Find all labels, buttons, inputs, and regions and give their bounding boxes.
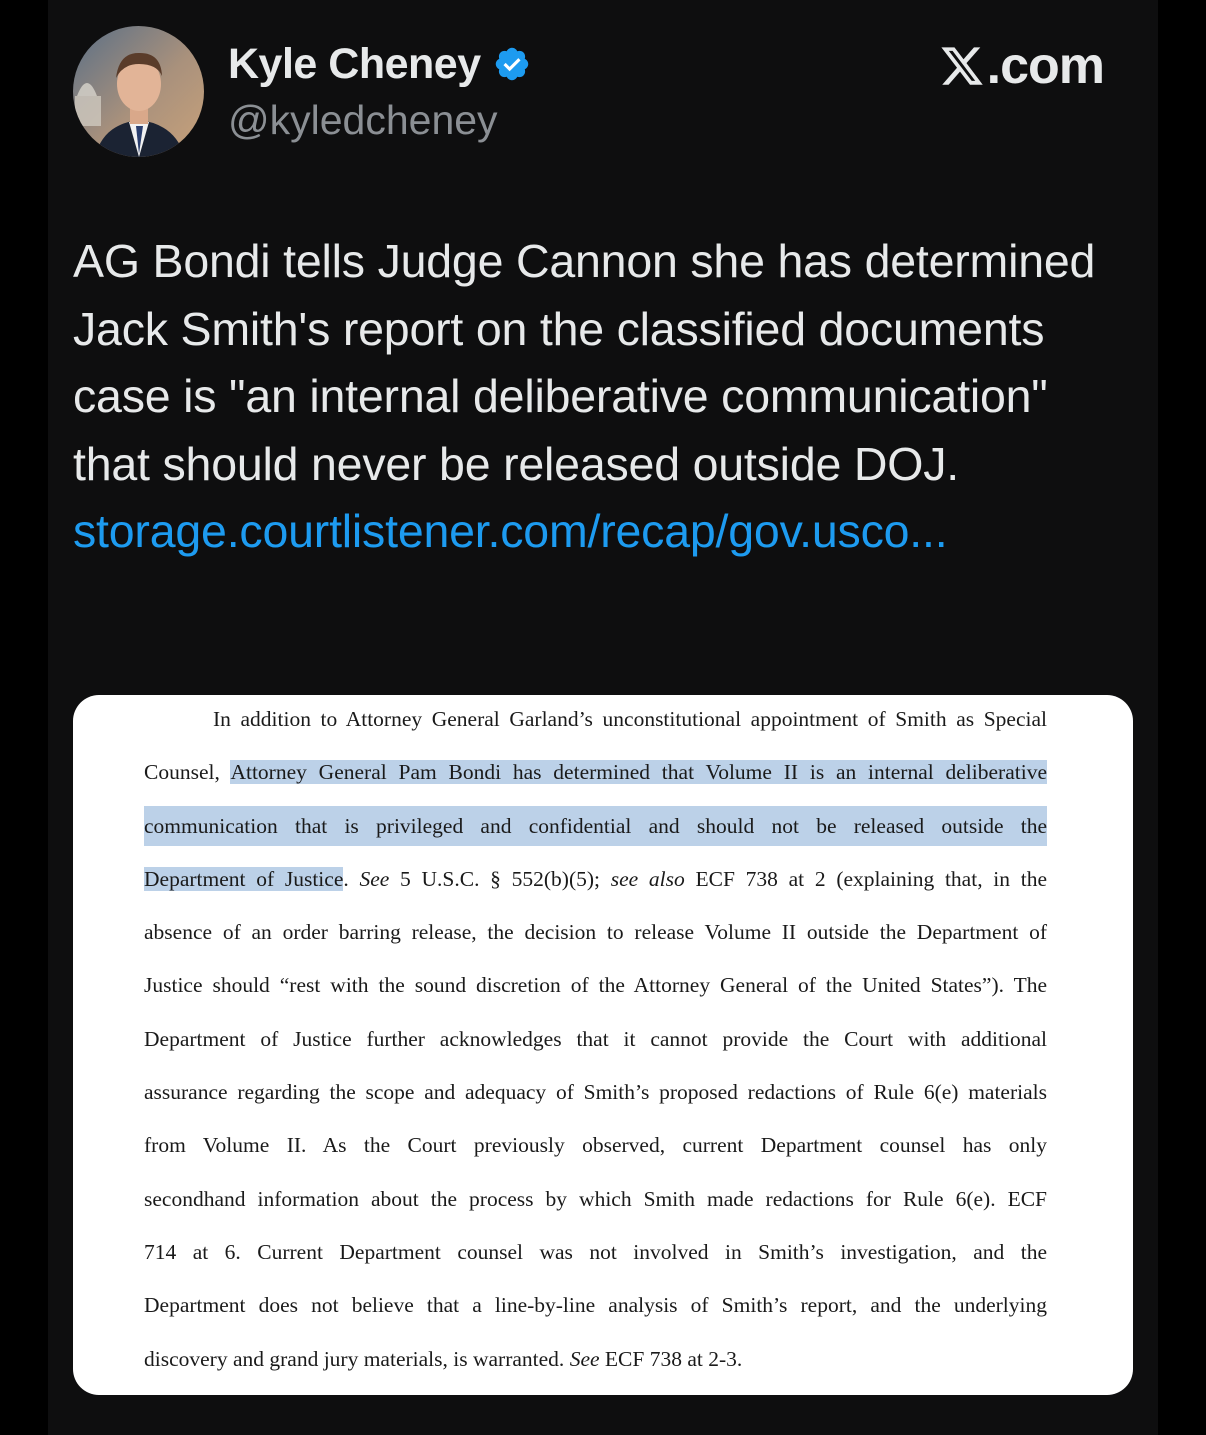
tweet-body: AG Bondi tells Judge Cannon she has determined Jack Smith's report on the classified documents case is "an internal deliberative communication" that should never be released outside DOJ. xyxy=(73,235,1096,490)
highlighted-text: communication that is privileged and confidential and should not be released outside the xyxy=(144,806,1047,846)
author-name[interactable]: Kyle Cheney xyxy=(228,40,481,88)
doc-text: ECF 738 at 2-3. xyxy=(599,1346,743,1371)
doc-line: In addition to Attorney General Garland’s unconstitutional appointment of Smith as Special xyxy=(213,707,1047,731)
doc-text: discovery and grand jury materials, is warranted. xyxy=(144,1346,570,1371)
avatar-photo-icon xyxy=(73,26,204,157)
doc-line: Department does not believe that a line-by-line analysis of Smith’s report, and the underlying xyxy=(144,1293,1047,1318)
highlighted-text: Department of Justice xyxy=(144,866,344,891)
doc-line: 714 at 6. Current Department counsel was not involved in Smith’s investigation, and the xyxy=(144,1239,1047,1264)
document-image[interactable] xyxy=(73,695,1133,1395)
x-logo[interactable] xyxy=(939,36,1104,96)
doc-line: Department of Justice further acknowledges that it cannot provide the Court with additional xyxy=(144,1026,1047,1051)
doc-line: assurance regarding the scope and adequacy of Smith’s proposed redactions of Rule 6(e) materials xyxy=(144,1080,1047,1105)
doc-line xyxy=(144,752,1047,805)
tweet-text xyxy=(73,228,1133,566)
doc-text-italic: See xyxy=(569,1346,600,1371)
doc-text: 5 U.S.C. § 552(b)(5); xyxy=(389,866,611,891)
x-logo-icon xyxy=(939,43,985,89)
doc-line: Justice should “rest with the sound discretion of the Attorney General of the United States”). The xyxy=(144,973,1047,998)
doc-text-italic: see also xyxy=(610,866,685,891)
doc-line: absence of an order barring release, the decision to release Volume II outside the Department of xyxy=(144,920,1047,945)
doc-line: from Volume II. As the Court previously observed, current Department counsel has only xyxy=(144,1133,1047,1158)
doc-line xyxy=(144,806,1047,859)
doc-line xyxy=(144,1339,1047,1392)
doc-text: . xyxy=(343,866,360,891)
doc-line xyxy=(144,859,1047,912)
avatar[interactable] xyxy=(73,26,204,157)
verified-badge-icon xyxy=(493,45,531,83)
tweet-link[interactable]: storage.courtlistener.com/recap/gov.usco... xyxy=(73,505,948,557)
author-handle[interactable]: @kyledcheney xyxy=(228,97,498,143)
doc-line: secondhand information about the process by which Smith made redactions for Rule 6(e). ECF xyxy=(144,1186,1047,1211)
document-text xyxy=(144,699,1047,1392)
doc-text-italic: See xyxy=(359,866,390,891)
highlighted-text: Attorney General Pam Bondi has determined that Volume II is an internal deliberative xyxy=(230,760,1047,785)
doc-text: ECF 738 at 2 (explaining that, in the xyxy=(684,866,1048,891)
site-suffix: .com xyxy=(986,37,1104,95)
author-block[interactable] xyxy=(228,38,531,146)
doc-text: Counsel, xyxy=(144,760,231,785)
